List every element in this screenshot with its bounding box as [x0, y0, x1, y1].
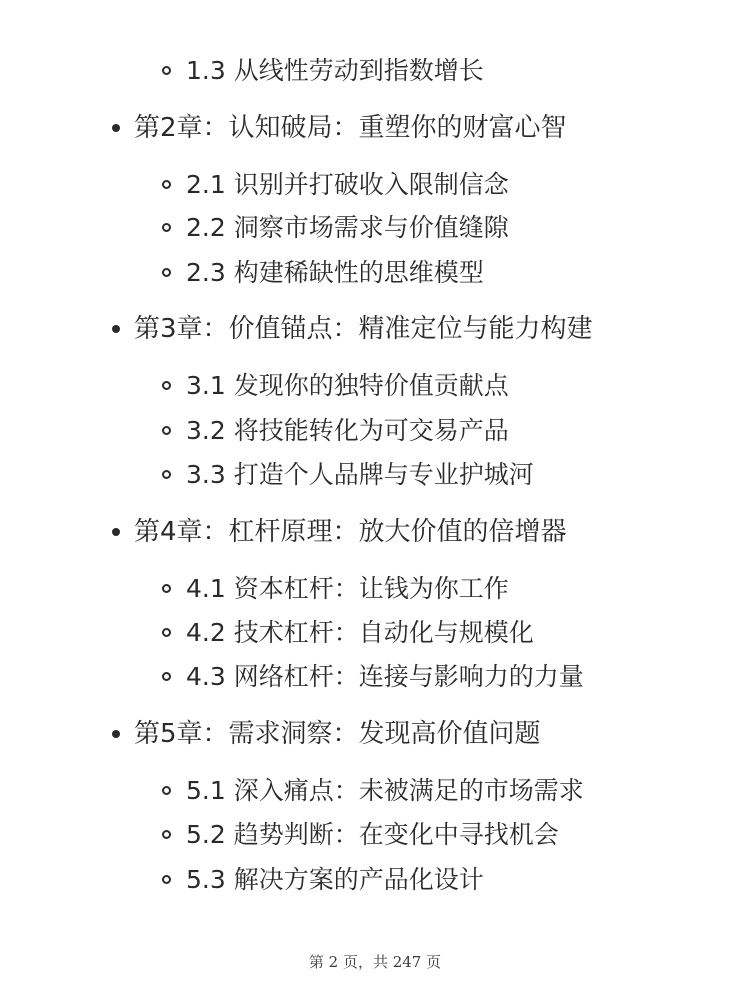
- toc-section-item: [162, 58, 484, 83]
- toc-section-item: [162, 172, 509, 197]
- circle-bullet-icon: [162, 180, 171, 189]
- circle-bullet-icon: [162, 268, 171, 277]
- disc-bullet-icon: [112, 730, 120, 738]
- toc-section-label: 5.1 深入痛点：未被满足的市场需求: [186, 776, 584, 805]
- toc-chapter-item: [112, 519, 567, 545]
- disc-bullet-icon: [112, 528, 120, 536]
- circle-bullet-icon: [162, 628, 171, 637]
- toc-section-item: [162, 260, 484, 285]
- toc-section-label: 2.2 洞察市场需求与价值缝隙: [186, 213, 509, 242]
- toc-section-item: [162, 778, 584, 803]
- toc-chapter-label: 第2章：认知破局：重塑你的财富心智: [134, 113, 567, 143]
- toc-section-label: 2.3 构建稀缺性的思维模型: [186, 258, 484, 287]
- toc-section-item: [162, 576, 509, 601]
- circle-bullet-icon: [162, 426, 171, 435]
- toc-section-label: 3.3 打造个人品牌与专业护城河: [186, 460, 534, 489]
- toc-section-item: [162, 418, 509, 443]
- toc-chapter-item: [112, 316, 593, 342]
- disc-bullet-icon: [112, 124, 120, 132]
- circle-bullet-icon: [162, 66, 171, 75]
- circle-bullet-icon: [162, 672, 171, 681]
- toc-chapter-item: [112, 721, 541, 747]
- circle-bullet-icon: [162, 830, 171, 839]
- circle-bullet-icon: [162, 381, 171, 390]
- toc-section-label: 3.1 发现你的独特价值贡献点: [186, 371, 509, 400]
- toc-section-item: [162, 215, 509, 240]
- toc-section-label: 4.2 技术杠杆：自动化与规模化: [186, 618, 534, 647]
- toc-section-label: 5.3 解决方案的产品化设计: [186, 865, 484, 894]
- circle-bullet-icon: [162, 584, 171, 593]
- circle-bullet-icon: [162, 223, 171, 232]
- disc-bullet-icon: [112, 325, 120, 333]
- page-number-footer: 第 2 页，共 247 页: [308, 953, 442, 971]
- toc-section-item: [162, 620, 534, 645]
- toc-section-item: [162, 867, 484, 892]
- toc-chapter-label: 第5章：需求洞察：发现高价值问题: [134, 719, 541, 749]
- toc-section-label: 4.1 资本杠杆：让钱为你工作: [186, 574, 509, 603]
- toc-section-label: 2.1 识别并打破收入限制信念: [186, 170, 509, 199]
- toc-section-label: 5.2 趋势判断：在变化中寻找机会: [186, 820, 559, 849]
- circle-bullet-icon: [162, 875, 171, 884]
- toc-chapter-label: 第3章：价值锚点：精准定位与能力构建: [134, 314, 593, 344]
- toc-section-label: 4.3 网络杠杆：连接与影响力的力量: [186, 662, 584, 691]
- toc-section-item: [162, 822, 559, 847]
- toc-chapter-label: 第4章：杠杆原理：放大价值的倍增器: [134, 517, 567, 547]
- toc-section-item: [162, 462, 534, 487]
- toc-chapter-item: [112, 115, 567, 141]
- toc-section-label: 3.2 将技能转化为可交易产品: [186, 416, 509, 445]
- toc-section-item: [162, 664, 584, 689]
- circle-bullet-icon: [162, 470, 171, 479]
- toc-section-label: 1.3 从线性劳动到指数增长: [186, 56, 484, 85]
- toc-section-item: [162, 373, 509, 398]
- circle-bullet-icon: [162, 786, 171, 795]
